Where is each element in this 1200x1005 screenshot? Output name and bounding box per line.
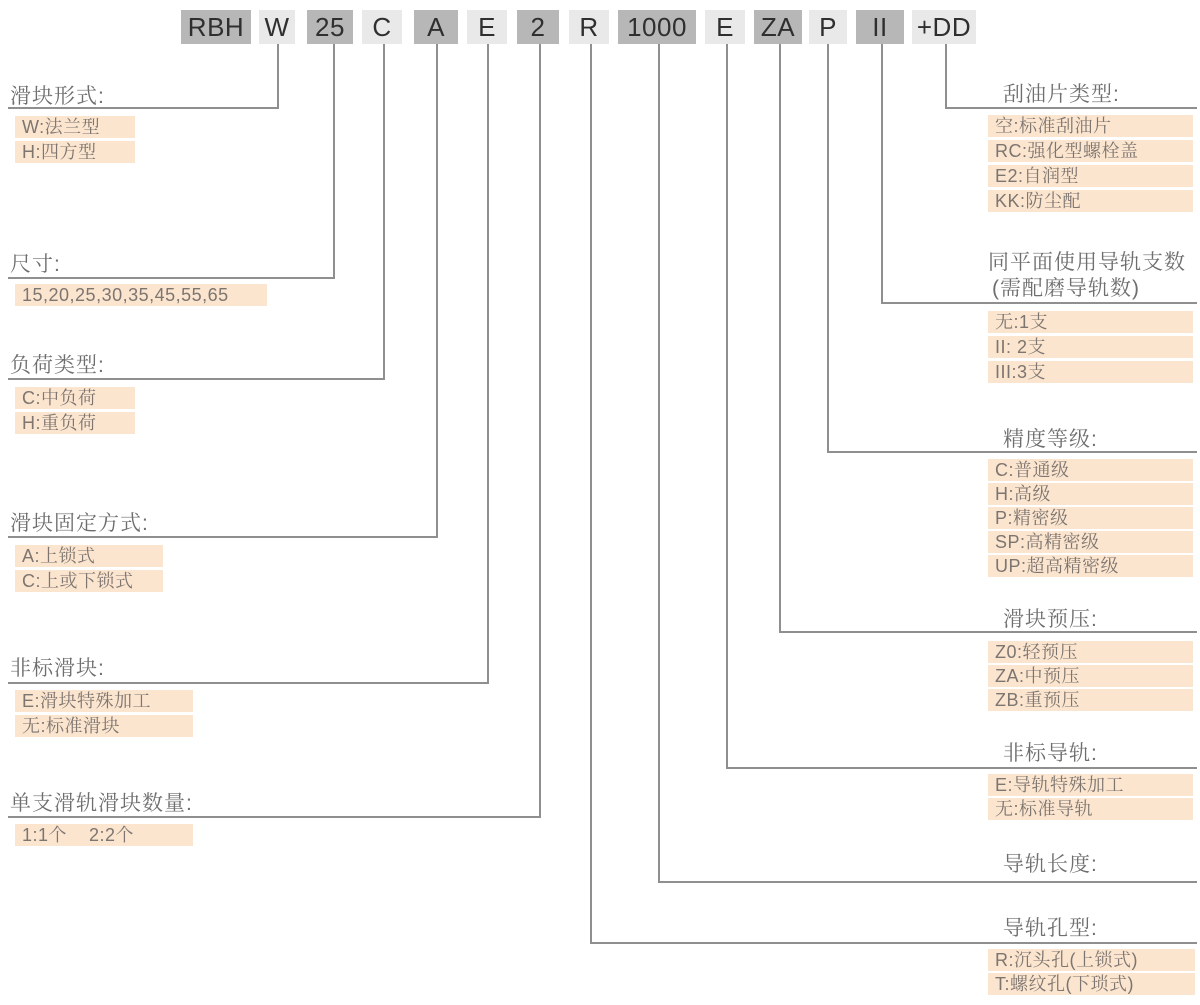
underline-rail-hole (590, 942, 1197, 944)
legend-item: ZB:重预压 (988, 689, 1193, 711)
section-title-nonstd-block: 非标滑块: (10, 657, 105, 680)
section-title-wiper-type: 刮油片类型: (1003, 83, 1120, 106)
legend-item: T:螺纹孔(下琐式) (988, 973, 1195, 995)
connector-line-25 (333, 44, 335, 277)
legend-item: 无:标准滑块 (15, 715, 193, 737)
connector-line-e2 (726, 44, 728, 767)
legend-item: H:高级 (988, 483, 1193, 505)
connector-line-1000 (658, 44, 660, 881)
legend-item: 空:标准刮油片 (988, 115, 1193, 137)
legend-item: 无:1支 (988, 311, 1193, 333)
underline-nonstd-block (8, 682, 489, 684)
legend-item: KK:防尘配 (988, 190, 1193, 212)
legend-item: SP:高精密级 (988, 531, 1193, 553)
section-subtitle-rail-count: (需配磨导轨数) (992, 277, 1140, 300)
code-seg-2: 2 (517, 10, 559, 44)
underline-preload (779, 631, 1197, 633)
legend-item: R:沉头孔(上锁式) (988, 949, 1195, 971)
section-title-rail-count: 同平面使用导轨支数 (988, 251, 1186, 274)
underline-rail-count (881, 302, 1197, 304)
section-title-slider-form: 滑块形式: (10, 85, 105, 108)
legend-item: P:精密级 (988, 507, 1193, 529)
legend-item: E:滑块特殊加工 (15, 690, 193, 712)
legend-item: RC:强化型螺栓盖 (988, 140, 1193, 162)
legend-item: C:中负荷 (15, 387, 135, 409)
code-seg-e2: E (705, 10, 745, 44)
section-title-load-type: 负荷类型: (10, 354, 105, 377)
code-seg-25: 25 (307, 10, 353, 44)
code-seg-1000: 1000 (618, 10, 696, 44)
legend-item: 15,20,25,30,35,45,55,65 (15, 284, 267, 306)
legend-item: E2:自润型 (988, 165, 1193, 187)
connector-line-w (277, 44, 279, 107)
legend-item: 1:1个 2:2个 (15, 824, 193, 846)
section-title-fix-method: 滑块固定方式: (10, 512, 149, 535)
connector-line-dd (945, 44, 947, 107)
legend-item: UP:超高精密级 (988, 555, 1193, 577)
legend-item: H:重负荷 (15, 412, 135, 434)
code-seg-za: ZA (754, 10, 802, 44)
legend-item: Z0:轻预压 (988, 641, 1193, 663)
code-seg-w: W (259, 10, 295, 44)
legend-item: A:上锁式 (15, 545, 163, 567)
connector-line-ii (881, 44, 883, 302)
connector-line-2 (539, 44, 541, 816)
section-title-rail-length: 导轨长度: (1003, 853, 1098, 876)
section-title-preload: 滑块预压: (1003, 608, 1098, 631)
legend-item: E:导轨特殊加工 (988, 774, 1193, 796)
legend-item: 无:标准导轨 (988, 798, 1193, 820)
section-title-accuracy: 精度等级: (1003, 428, 1098, 451)
section-title-block-count: 单支滑轨滑块数量: (10, 792, 193, 815)
code-seg-a: A (414, 10, 458, 44)
legend-item: III:3支 (988, 361, 1193, 383)
section-title-size: 尺寸: (10, 253, 61, 276)
code-seg-e1: E (467, 10, 507, 44)
code-seg-r: R (569, 10, 609, 44)
legend-item: W:法兰型 (15, 116, 135, 138)
section-title-rail-hole: 导轨孔型: (1003, 917, 1098, 940)
legend-item: H:四方型 (15, 141, 135, 163)
legend-item: C:上或下锁式 (15, 570, 163, 592)
legend-item: ZA:中预压 (988, 665, 1193, 687)
code-seg-p: P (809, 10, 847, 44)
code-seg-c: C (362, 10, 402, 44)
section-title-nonstd-rail: 非标导轨: (1003, 742, 1098, 765)
underline-rail-length (658, 881, 1197, 883)
code-seg-dd: +DD (912, 10, 976, 44)
code-seg-ii: II (856, 10, 904, 44)
connector-line-r (590, 44, 592, 942)
connector-line-a (436, 44, 438, 536)
legend-item: C:普通级 (988, 459, 1193, 481)
underline-nonstd-rail (726, 767, 1197, 769)
connector-line-c (383, 44, 385, 378)
legend-item: II: 2支 (988, 336, 1193, 358)
connector-line-p (827, 44, 829, 451)
code-seg-rbh: RBH (181, 10, 251, 44)
connector-line-za (779, 44, 781, 631)
connector-line-e1 (487, 44, 489, 682)
